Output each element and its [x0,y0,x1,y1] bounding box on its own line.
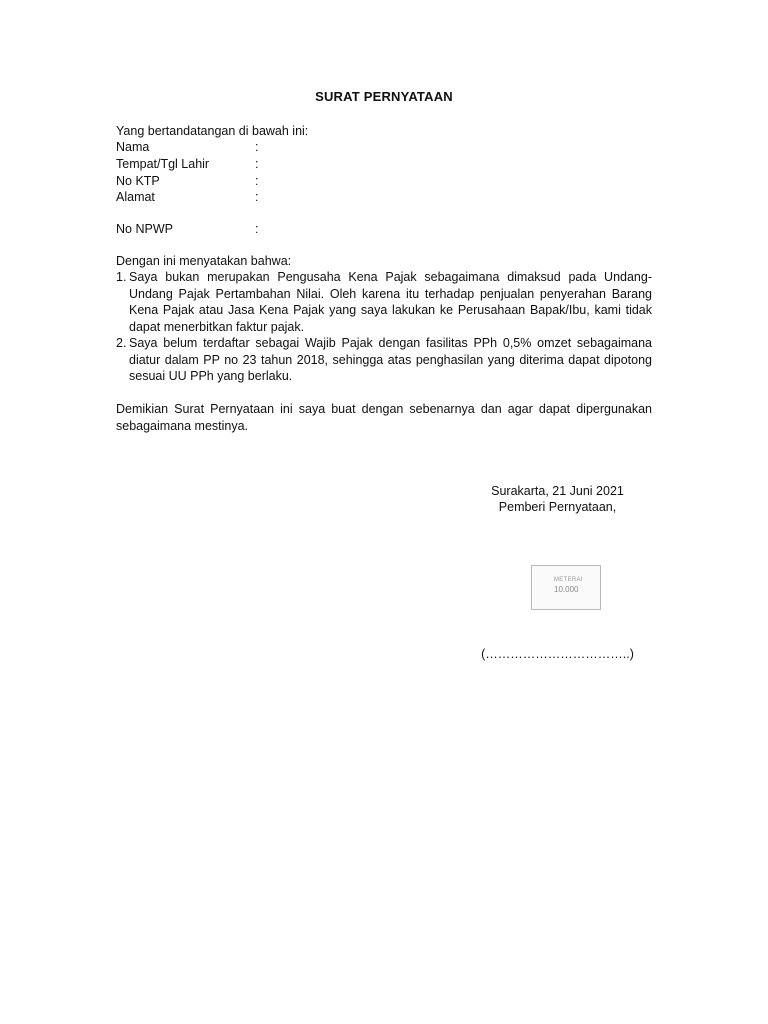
statement-text: Saya belum terdaftar sebagai Wajib Pajak dengan fasilitas PPh 0,5% omzet sebagaimana diatur dalam PP no 23 tahun 2018, sehingga atas penghasilan yang diterima dapat dipotong sesuai UU PPh yang berlaku. [129,336,652,383]
signer-role: Pemberi Pernyataan, [498,500,617,514]
field-colon-no-ktp: : [255,174,259,188]
field-label-tempat-tgl-lahir: Tempat/Tgl Lahir [116,157,210,171]
statement-item [116,335,652,385]
field-label-nama: Nama [116,140,150,154]
signature-placeholder: (……………………………..) [481,647,634,661]
statement-intro: Dengan ini menyatakan bahwa: [116,254,292,268]
field-colon-alamat: : [255,190,259,204]
meterai-label: METERAI [554,577,583,583]
statement-number: 1. [116,270,127,284]
field-colon-nama: : [255,140,259,154]
meterai-value: 10.000 [554,585,579,594]
field-label-no-npwp: No NPWP [116,222,173,236]
field-label-alamat: Alamat [116,190,155,204]
statement-list [116,269,652,385]
intro-text: Yang bertandatangan di bawah ini: [116,124,309,138]
statement-text: Saya bukan merupakan Pengusaha Kena Pajak sebagaimana dimaksud pada Undang-Undang Pajak Pertambahan Nilai. Oleh karena itu terhadap penjualan penyerahan Barang Kena Pajak atau Jasa Kena Pajak yang saya lakukan ke Perusahaan Bapak/Ibu, kami tidak dapat menerbitkan faktur pajak. [129,270,652,334]
field-colon-no-npwp: : [255,222,259,236]
statement-item [116,269,652,335]
document-title: SURAT PERNYATAAN [315,89,453,104]
statement-number: 2. [116,336,127,350]
field-label-no-ktp: No KTP [116,174,160,188]
place-date: Surakarta, 21 Juni 2021 [491,484,624,498]
meterai-stamp-box [531,565,601,610]
closing-paragraph: Demikian Surat Pernyataan ini saya buat dengan sebenarnya dan agar dapat dipergunakan sebagaimana mestinya. [116,402,652,433]
field-colon-tempat-tgl-lahir: : [255,157,259,171]
